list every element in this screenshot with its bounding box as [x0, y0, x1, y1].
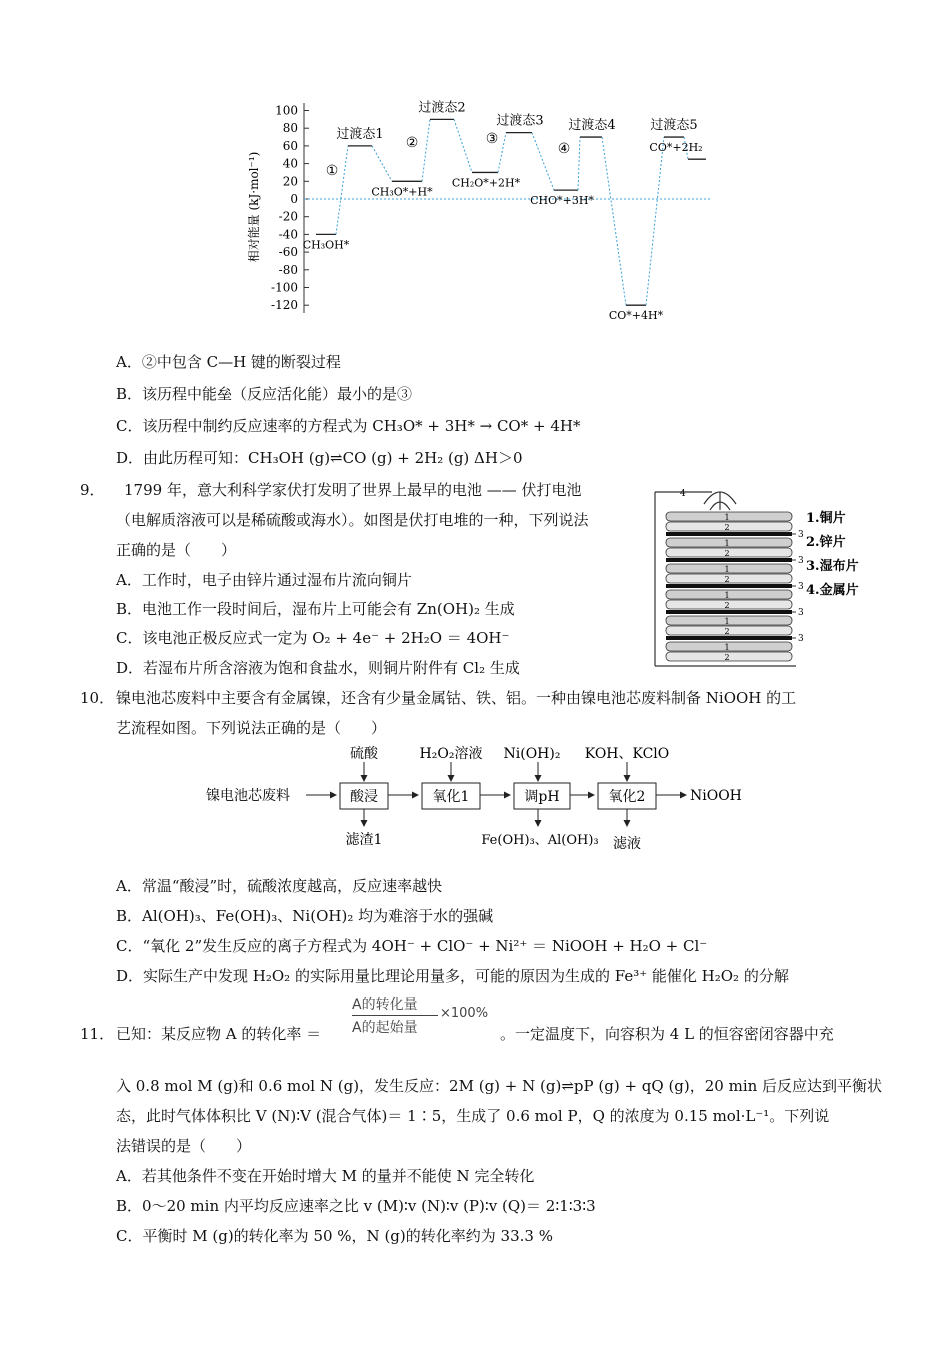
wet-cloth-layer — [666, 636, 792, 640]
fraction-numerator: A的转化量 — [352, 997, 418, 1013]
wet-cloth-layer — [666, 558, 792, 562]
state-label: CHO*+3H* — [530, 194, 594, 208]
q10-option-c: C．“氧化 2”发生反应的离子方程式为 4OH⁻ + ClO⁻ + Ni²⁺ ＝ NiOOH + H₂O + Cl⁻ — [116, 937, 708, 955]
wet-cloth-layer — [666, 584, 792, 588]
layer-label: 4 — [680, 489, 686, 499]
q8-option-b: B．该历程中能垒（反应活化能）最小的是③ — [116, 385, 413, 403]
layer-label: 3 — [798, 530, 804, 540]
layer-label: 1 — [724, 565, 730, 574]
state-label: CH₃O*+H* — [371, 185, 433, 199]
input-koh-kclo: KOH、KClO — [584, 746, 670, 762]
process-flowchart — [200, 740, 760, 870]
state-label: CO*+4H* — [608, 309, 664, 323]
q8-option-c: C．该历程中制约反应速率的方程式为 CH₃O* + 3H* → CO* + 4H* — [116, 417, 581, 435]
output-hydroxides: Fe(OH)₃、Al(OH)₃ — [481, 833, 599, 848]
q8-option-a: A．②中包含 C—H 键的断裂过程 — [116, 353, 341, 371]
layer-label: 3 — [798, 634, 804, 644]
energy-path — [498, 133, 506, 173]
y-tick-label: -100 — [271, 280, 298, 295]
legend-metal: 4.金属片 — [806, 583, 859, 598]
q9-stem-3: 正确的是（ ） — [116, 541, 237, 559]
box-acid-leach-label: 酸浸 — [350, 789, 378, 805]
y-tick-label: 100 — [275, 103, 298, 118]
state-label: CO*+2H₂ — [649, 141, 703, 155]
legend-copper: 1.铜片 — [806, 511, 846, 526]
fraction-denominator: A的起始量 — [352, 1020, 418, 1036]
layer-label: 2 — [724, 549, 730, 558]
q11-stem-4: 法错误的是（ ） — [116, 1137, 252, 1155]
legend-wet-cloth: 3.湿布片 — [806, 559, 859, 574]
y-tick-label: 80 — [282, 121, 298, 136]
q10-number: 10． — [80, 689, 115, 707]
flow-end: NiOOH — [690, 788, 742, 804]
q11-option-a: A．若其他条件不变在开始时增大 M 的量并不能使 N 完全转化 — [116, 1167, 535, 1185]
q11-number: 11． — [80, 1025, 115, 1043]
energy-path — [578, 137, 580, 190]
box-oxidation-2-label: 氧化2 — [608, 789, 646, 805]
energy-path — [422, 119, 430, 181]
output-filtrate: 滤液 — [613, 836, 641, 852]
input-nioh2: Ni(OH)₂ — [503, 746, 561, 762]
layer-label: 2 — [724, 653, 730, 662]
layer-label: 1 — [724, 539, 730, 548]
q9-option-c: C．该电池正极反应式一定为 O₂ + 4e⁻ + 2H₂O ＝ 4OH⁻ — [116, 629, 510, 647]
q11-option-b: B．0～20 min 内平均反应速率之比 v (M)∶v (N)∶v (P)∶v (Q)＝ 2∶1∶3∶3 — [116, 1197, 596, 1215]
input-h2o2: H₂O₂溶液 — [419, 746, 483, 762]
energy-path — [646, 137, 664, 305]
state-label: CH₃OH* — [302, 238, 350, 252]
layer-label: 2 — [724, 575, 730, 584]
layer-label: 2 — [724, 627, 730, 636]
flow-start: 镍电池芯废料 — [206, 788, 290, 804]
state-label: 过渡态3 — [496, 113, 544, 129]
layer-label: 2 — [724, 601, 730, 610]
q11-stem-post: 。一定温度下，向容积为 4 L 的恒容密闭容器中充 — [500, 1025, 834, 1043]
state-label: 过渡态2 — [418, 100, 466, 116]
fraction-multiplier: ×100% — [440, 1006, 489, 1021]
q8-option-d: D．由此历程可知：CH₃OH (g)⇌CO (g) + 2H₂ (g) ΔH＞0 — [116, 449, 523, 467]
box-adjust-ph-label: 调pH — [524, 789, 560, 805]
q10-option-a: A．常温“酸浸”时，硫酸浓度越高，反应速率越快 — [116, 877, 443, 895]
energy-path — [372, 146, 392, 181]
y-axis-label: 相对能量 (kJ·mol⁻¹) — [247, 151, 261, 263]
q10-stem-1: 镍电池芯废料中主要含有金属镍，还含有少量金属钴、铁、铝。一种由镍电池芯废料制备 NiOOH 的工 — [116, 689, 797, 707]
energy-path — [602, 137, 626, 305]
q10-stem-2: 艺流程如图。下列说法正确的是（ ） — [116, 719, 387, 737]
y-tick-label: -80 — [278, 262, 298, 277]
layer-label: 3 — [798, 556, 804, 566]
step-marker: ④ — [557, 141, 571, 157]
q11-option-c: C．平衡时 M (g)的转化率为 50 %，N (g)的转化率约为 33.3 % — [116, 1227, 553, 1245]
layer-label: 1 — [724, 513, 730, 522]
y-tick-label: -20 — [278, 209, 298, 224]
q11-stem-pre: 已知：某反应物 A 的转化率 ＝ — [116, 1025, 322, 1043]
energy-profile-chart — [240, 95, 720, 330]
q9-stem-2: （电解质溶液可以是稀硫酸或海水）。如图是伏打电堆的一种，下列说法 — [116, 511, 589, 529]
step-marker: ② — [405, 135, 419, 151]
layer-label: 3 — [798, 608, 804, 618]
state-label: CH₂O*+2H* — [451, 176, 521, 190]
q9-option-b: B．电池工作一段时间后，湿布片上可能会有 Zn(OH)₂ 生成 — [116, 600, 515, 618]
y-tick-label: 60 — [282, 138, 298, 153]
y-tick-label: -120 — [271, 298, 298, 313]
layer-label: 3 — [798, 582, 804, 592]
q11-stem-2: 入 0.8 mol M (g)和 0.6 mol N (g)，发生反应：2M (g) + N (g)⇌pP (g) + qQ (g)，20 min 后反应达到平衡状 — [116, 1077, 883, 1095]
y-tick-label: 0 — [290, 192, 298, 206]
energy-path — [336, 146, 348, 235]
q9-number: 9． — [80, 481, 105, 499]
step-marker: ① — [325, 163, 339, 179]
state-label: 过渡态4 — [568, 118, 616, 134]
input-sulfuric-acid: 硫酸 — [350, 746, 378, 762]
wet-cloth-layer — [666, 610, 792, 614]
q10-option-d: D．实际生产中发现 H₂O₂ 的实际用量比理论用量多，可能的原因为生成的 Fe³⁺ 能催化 H₂O₂ 的分解 — [116, 967, 789, 985]
y-tick-label: 40 — [282, 156, 298, 171]
layer-label: 2 — [724, 523, 730, 532]
state-label: 过渡态1 — [336, 126, 384, 142]
conversion-fraction — [352, 994, 500, 1040]
fraction-bar — [352, 1015, 438, 1016]
box-oxidation-1-label: 氧化1 — [432, 789, 470, 805]
q11-stem-3: 态，此时气体体积比 V (N)∶V (混合气体)＝ 1∶5，生成了 0.6 mol P，Q 的浓度为 0.15 mol·L⁻¹。下列说 — [116, 1107, 830, 1125]
energy-path — [454, 119, 472, 172]
y-tick-label: -60 — [278, 245, 298, 260]
wet-cloth-layer — [666, 532, 792, 536]
q9-option-a: A．工作时，电子由锌片通过湿布片流向铜片 — [116, 571, 412, 589]
layer-label: 1 — [724, 591, 730, 600]
state-label: 过渡态5 — [650, 118, 698, 134]
step-marker: ③ — [485, 131, 499, 147]
layer-label: 1 — [724, 643, 730, 652]
energy-path — [532, 133, 554, 191]
output-residue-1: 滤渣1 — [345, 832, 383, 848]
q9-option-d: D．若湿布片所含溶液为饱和食盐水，则铜片附件有 Cl₂ 生成 — [116, 659, 520, 677]
q9-stem-1: 1799 年，意大利科学家伏打发明了世界上最早的电池 —— 伏打电池 — [124, 481, 582, 499]
q10-option-b: B．Al(OH)₃、Fe(OH)₃、Ni(OH)₂ 均为难溶于水的强碱 — [116, 907, 494, 925]
y-tick-label: -40 — [278, 227, 298, 242]
y-tick-label: 20 — [282, 174, 298, 189]
voltaic-pile-diagram — [650, 484, 870, 674]
layer-label: 1 — [724, 617, 730, 626]
legend-zinc: 2.锌片 — [806, 535, 846, 550]
